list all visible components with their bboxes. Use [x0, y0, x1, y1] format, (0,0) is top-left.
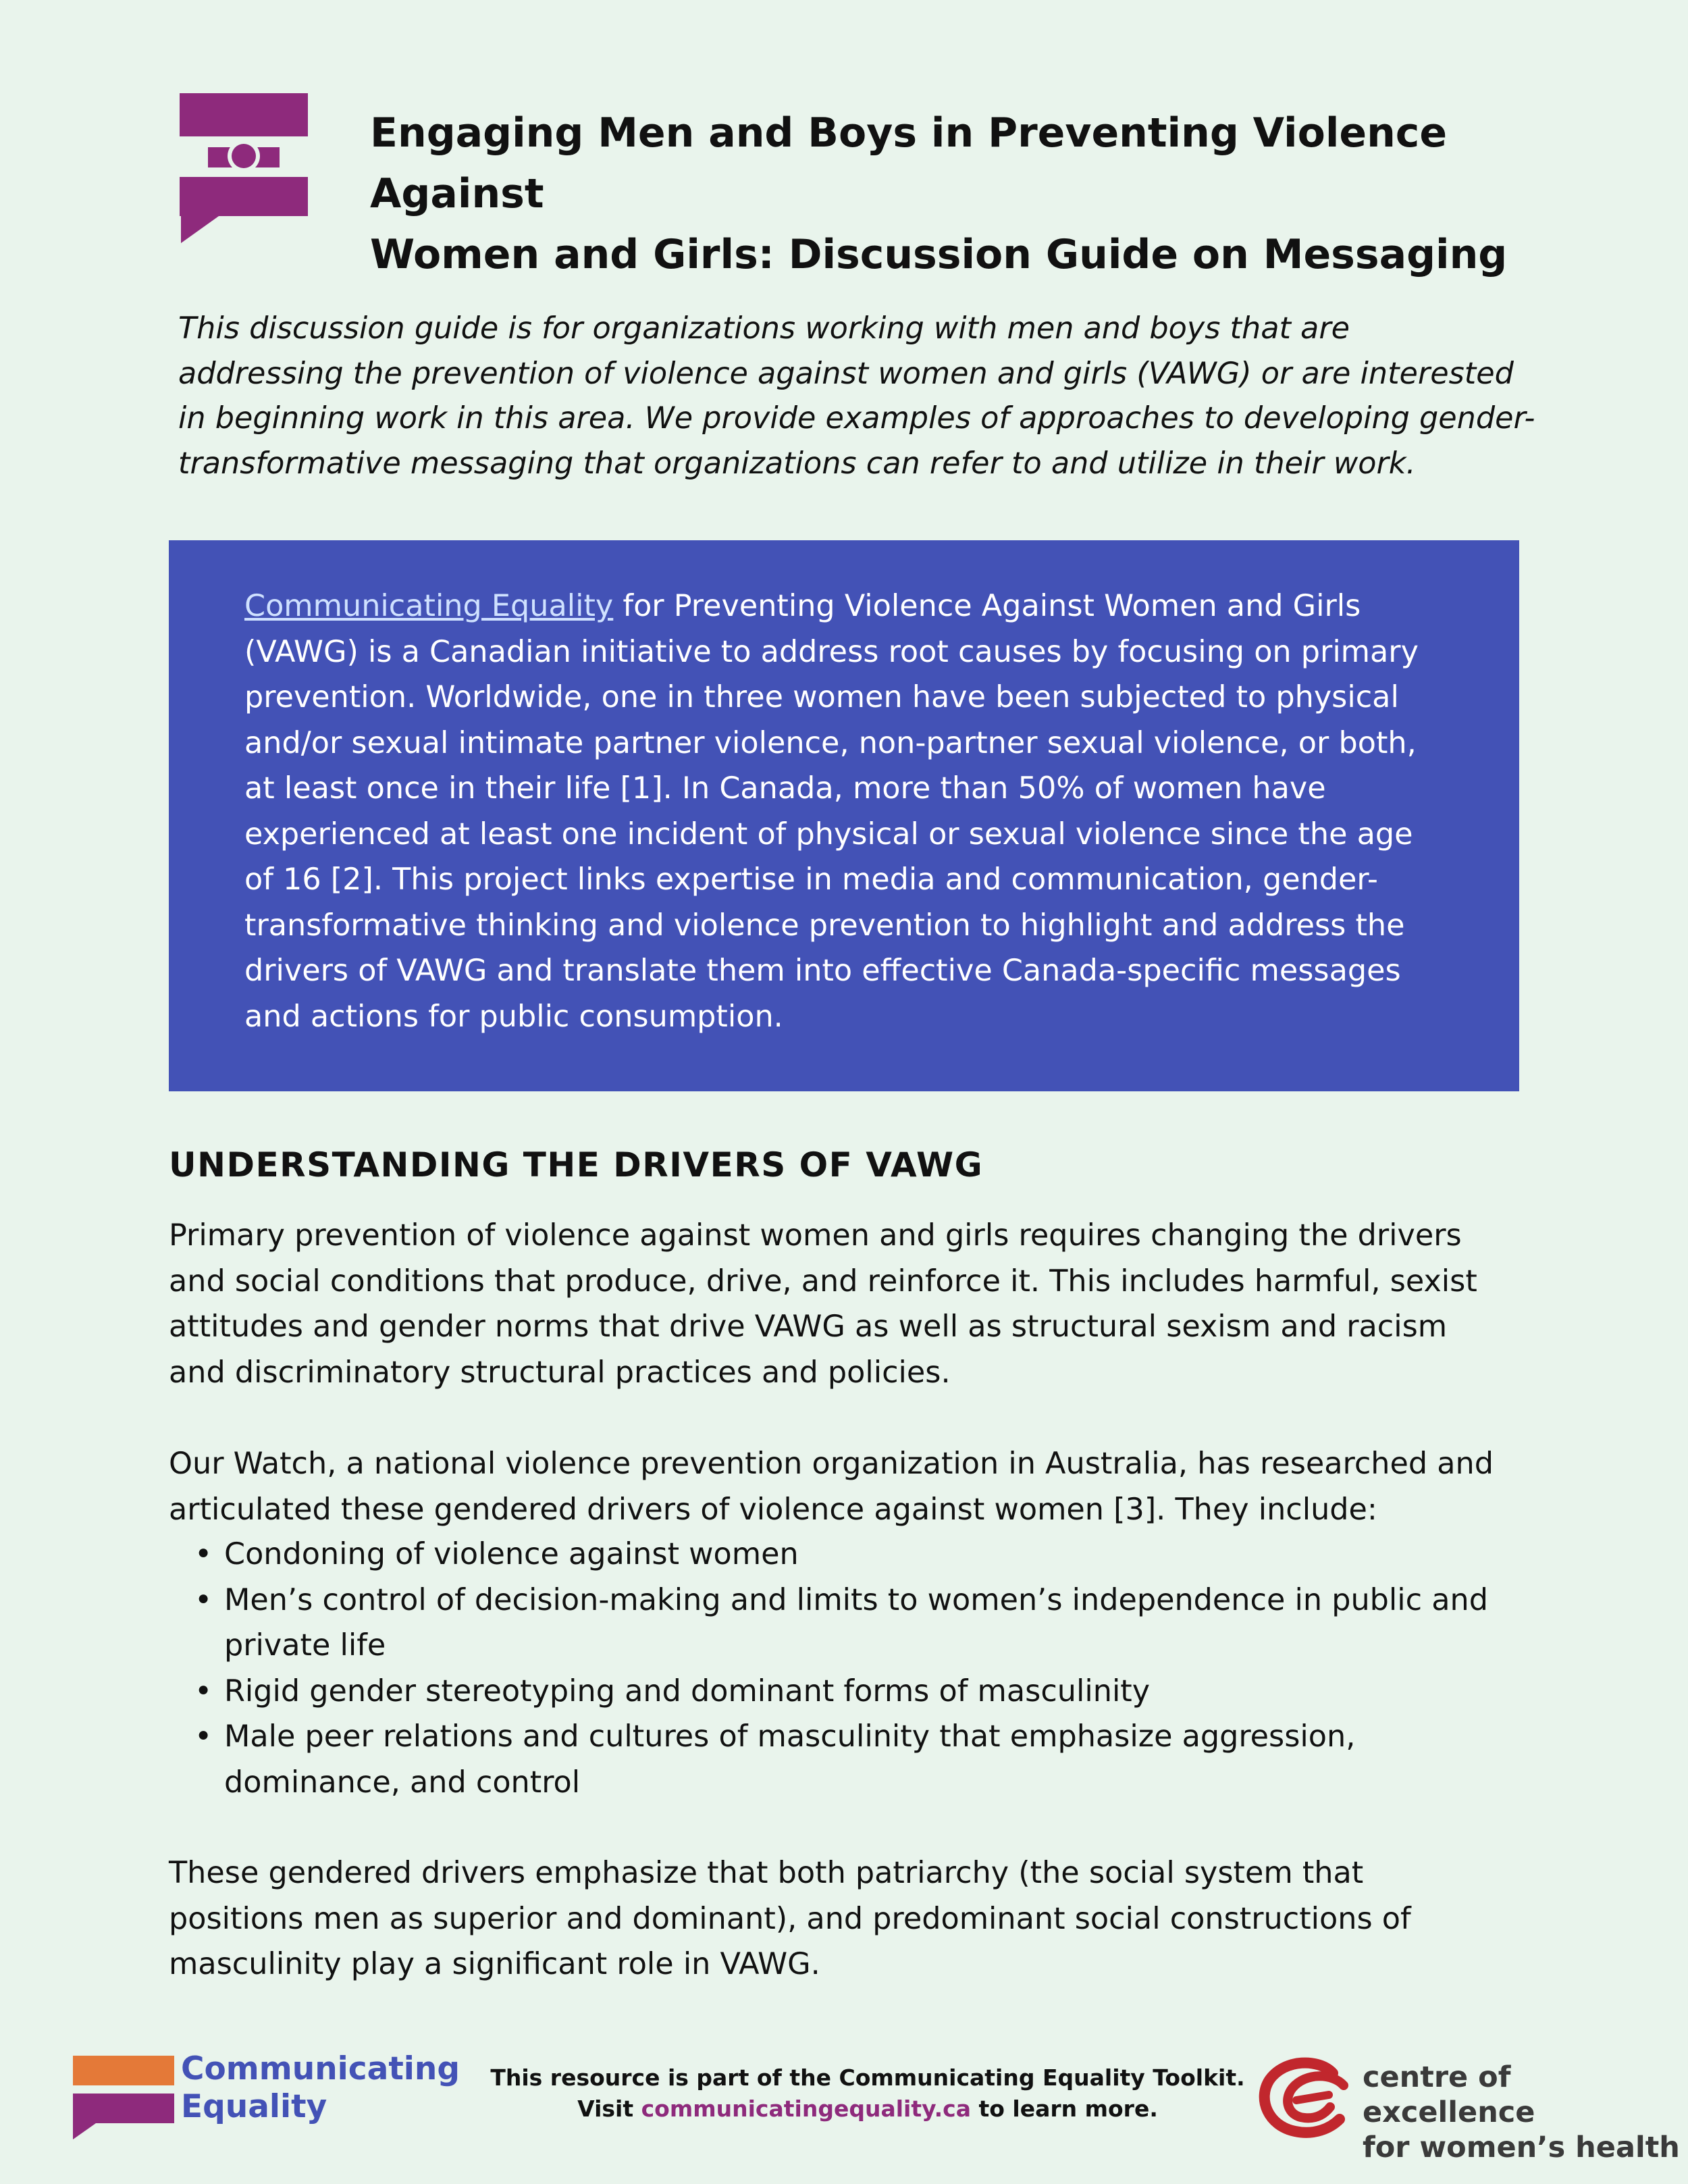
cewh-logo-icon [1257, 2056, 1359, 2139]
footer-note [446, 2062, 1290, 2125]
text-line: Our Watch, a national violence prevention organization in Australia, has researched and [169, 1447, 1494, 1481]
intro-line: This discussion guide is for organizations working with men and boys that are [178, 311, 1350, 346]
text-line: masculinity play a significant role in VAWG. [169, 1947, 820, 1981]
page-title [370, 103, 1585, 285]
list-item [169, 1669, 1546, 1715]
footer-note-visit: Visit [577, 2096, 641, 2122]
bullet-icon: • [194, 1582, 213, 1617]
paragraph-our-watch [169, 1441, 1546, 1532]
info-line: prevention. Worldwide, one in three women have been subjected to physical [244, 680, 1399, 714]
brand-line: Communicating [181, 2050, 460, 2087]
bullet-icon: • [194, 1673, 213, 1709]
info-line: at least once in their life [1]. In Canada, more than 50% of women have [244, 771, 1326, 806]
paragraph-drivers [169, 1213, 1546, 1395]
info-line: experienced at least one incident of physical or sexual violence since the age [244, 816, 1413, 852]
text-line: and discriminatory structural practices and policies. [169, 1355, 951, 1390]
footer-note-end: to learn more. [970, 2096, 1158, 2122]
list-item-text: Men’s control of decision-making and limits to women’s independence in public and [224, 1582, 1488, 1617]
bullet-icon: • [194, 1537, 213, 1571]
info-line: of 16 [2]. This project links expertise in media and communication, gender- [244, 862, 1378, 897]
section-heading: UNDERSTANDING THE DRIVERS OF VAWG [169, 1145, 984, 1185]
toolkit-link[interactable]: communicatingequality.ca [641, 2096, 971, 2122]
intro-line: transformative messaging that organizations can refer to and utilize in their work. [178, 446, 1416, 481]
text-line: articulated these gendered drivers of violence against women [3]. They include: [169, 1492, 1377, 1527]
intro-paragraph [178, 307, 1549, 486]
communicating-equality-link[interactable]: Communicating Equality [244, 589, 614, 623]
paragraph-patriarchy [169, 1850, 1546, 1987]
info-line: drivers of VAWG and translate them into effective Canada-specific messages [244, 954, 1401, 988]
cewh-line: for women’s health [1363, 2131, 1680, 2164]
cewh-line: centre of excellence [1363, 2060, 1535, 2129]
info-line: (VAWG) is a Canadian initiative to address root causes by focusing on primary [244, 634, 1419, 669]
bullet-icon: • [194, 1719, 213, 1754]
intro-line: in beginning work in this area. We provide examples of approaches to developing gender- [178, 401, 1535, 436]
text-line: attitudes and gender norms that drive VAWG as well as structural sexism and racism [169, 1309, 1448, 1344]
text-line: These gendered drivers emphasize that both patriarchy (the social system that [169, 1856, 1364, 1890]
speech-bubble-logo-icon [180, 93, 308, 243]
info-line: transformative thinking and violence prevention to highlight and address the [244, 908, 1405, 943]
drivers-list [169, 1532, 1546, 1805]
info-line: and actions for public consumption. [244, 999, 783, 1034]
intro-line: addressing the prevention of violence against women and girls (VAWG) or are interested [178, 356, 1514, 391]
info-line: and/or sexual intimate partner violence, non-partner sexual violence, or both, [244, 725, 1417, 760]
title-line-2: Women and Girls: Discussion Guide on Messaging [370, 231, 1508, 278]
text-line: and social conditions that produce, drive, and reinforce it. This includes harmful, sexist [169, 1264, 1477, 1299]
list-item [169, 1532, 1546, 1578]
footer-note-line: This resource is part of the Communicating Equality Toolkit. [490, 2064, 1245, 2091]
list-item-text: Male peer relations and cultures of masculinity that emphasize aggression, [224, 1719, 1356, 1754]
list-item [169, 1578, 1546, 1669]
text-line: positions men as superior and dominant), and predominant social constructions of [169, 1901, 1411, 1936]
list-item-text: dominance, and control [224, 1765, 581, 1800]
list-item [169, 1714, 1546, 1805]
title-line-1: Engaging Men and Boys in Preventing Violence Against [370, 109, 1448, 217]
list-item-text: Rigid gender stereotyping and dominant forms of masculinity [224, 1673, 1151, 1709]
communicating-equality-logo-icon [73, 2056, 174, 2139]
text-line: Primary prevention of violence against women and girls requires changing the drivers [169, 1218, 1462, 1253]
list-item-text: Condoning of violence against women [224, 1537, 799, 1571]
list-item-text: private life [224, 1628, 386, 1663]
info-box [169, 540, 1519, 1091]
footer-brand [181, 2050, 460, 2126]
info-line: for Preventing Violence Against Women and Girls [613, 589, 1361, 623]
info-box-paragraph [244, 583, 1445, 1039]
brand-line: Equality [181, 2088, 327, 2125]
cewh-name [1363, 2060, 1688, 2165]
